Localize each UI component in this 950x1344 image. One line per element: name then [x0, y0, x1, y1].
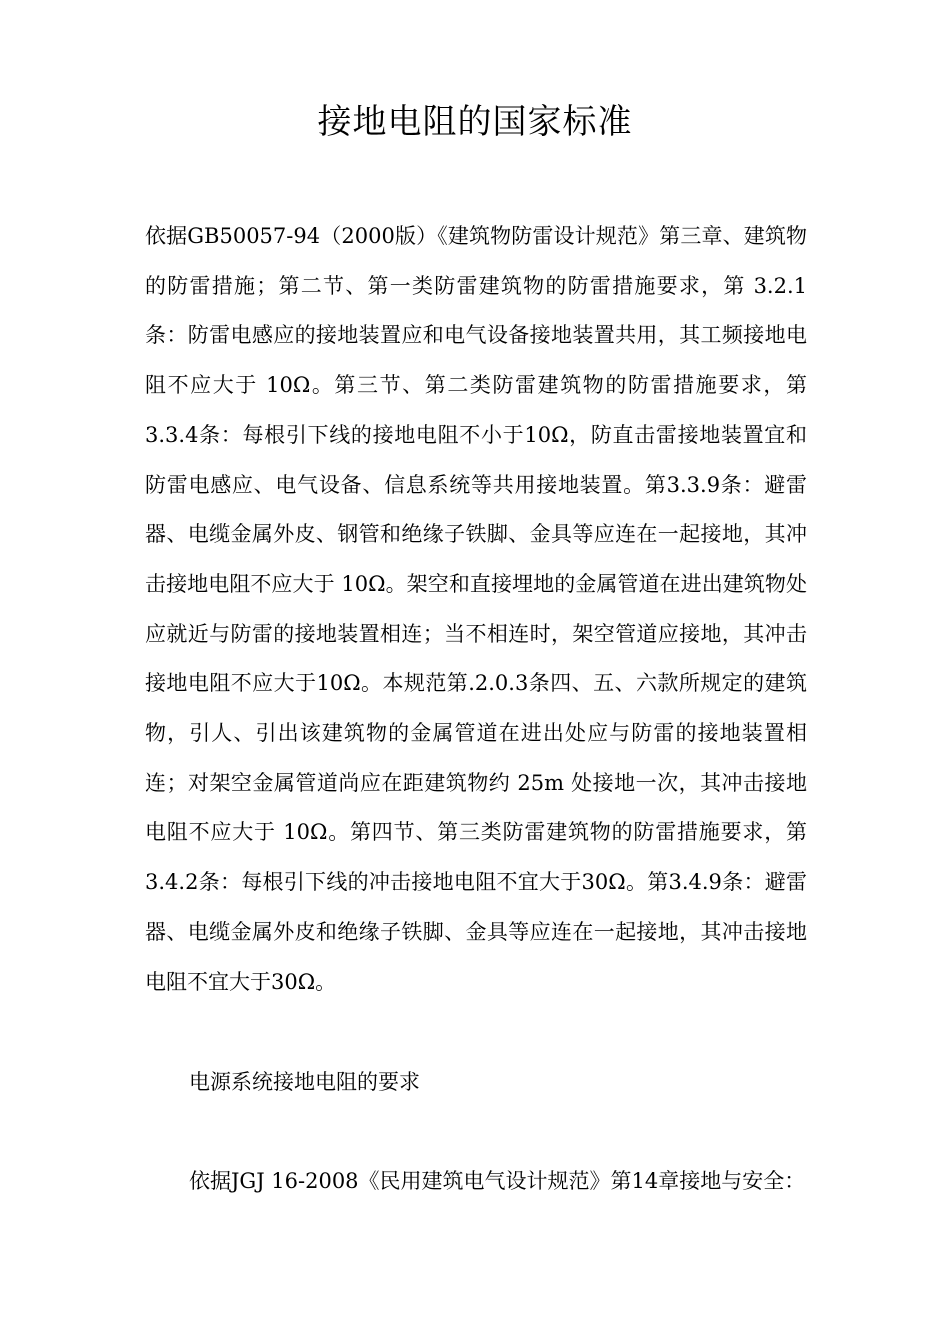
document-title: 接地电阻的国家标准	[317, 102, 633, 142]
paragraph-power-system-heading: 电源系统接地电阻的要求	[189, 1070, 420, 1094]
paragraph-lightning-protection-standard: 依据GB50057-94（2000版）《建筑物防雷设计规范》第三章、建筑物的防雷措施；第二节、第一类防雷建筑物的防雷措施要求，第 3.2.1条：防雷电感应的接地装置应和电气设备接地装置共用，其工频接地电阻不应大于 10Ω。第三节、第二类防雷建筑物的防雷措施要求，第3.3.4条：每根引下线的接地电阻不小于10Ω，防直击雷接地装置宜和防雷电感应、电气设备、信息系统等共用接地装置。第3.3.9条：避雷器、电缆金属外皮、钢管和绝缘子铁脚、金具等应连在一起接地，其冲击接地电阻不应大于 10Ω。架空和直接埋地的金属管道在进出建筑物处应就近与防雷的接地装置相连；当不相连时，架空管道应接地，其冲击接地电阻不应大于10Ω。本规范第.2.0.3条四、五、六款所规定的建筑物，引人、引出该建筑物的金属管道在进出处应与防雷的接地装置相连；对架空金属管道尚应在距建筑物约 25m 处接地一次，其冲击接地电阻不应大于 10Ω。第四节、第三类防雷建筑物的防雷措施要求，第3.4.2条：每根引下线的冲击接地电阻不宜大于30Ω。第3.4.9条：避雷器、电缆金属外皮和绝缘子铁脚、金具等应连在一起接地，其冲击接地电阻不宜大于30Ω。	[145, 224, 807, 994]
paragraph-jgj-reference: 依据JGJ 16-2008《民用建筑电气设计规范》第14章接地与安全：	[189, 1169, 806, 1193]
